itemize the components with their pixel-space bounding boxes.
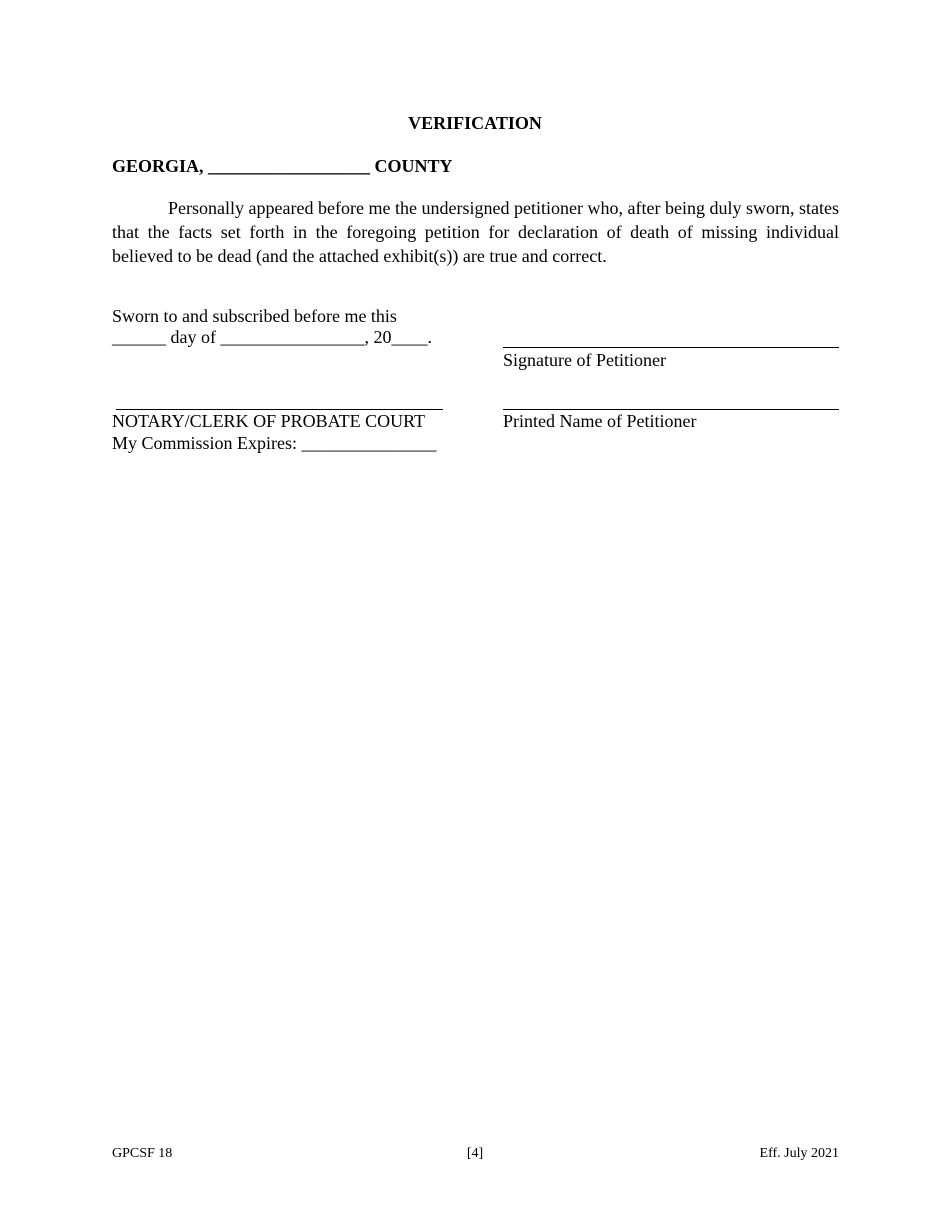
- printed-name-label: Printed Name of Petitioner: [503, 411, 697, 431]
- notary-block: [112, 410, 437, 454]
- verification-paragraph: Personally appeared before me the undersigned petitioner who, after being duly sworn, states that the facts set forth in the foregoing petition for declaration of death of missing individual believed to be dead (and the attached exhibit(s)) are true and correct.: [112, 198, 839, 266]
- sworn-line-1: Sworn to and subscribed before me this: [112, 306, 397, 326]
- county-line: GEORGIA, __________________ COUNTY: [112, 156, 453, 176]
- sworn-line-2: ______ day of ________________, 20____.: [112, 327, 432, 347]
- notary-label: NOTARY/CLERK OF PROBATE COURT: [112, 411, 426, 431]
- sworn-statement: [112, 306, 432, 348]
- signature-label: Signature of Petitioner: [503, 350, 666, 370]
- document-title: VERIFICATION: [408, 113, 542, 133]
- footer-form-id: GPCSF 18: [112, 1146, 173, 1161]
- footer-page-number: [4]: [466, 1146, 484, 1161]
- commission-expires: My Commission Expires: _______________: [112, 433, 437, 453]
- signature-line: [503, 347, 839, 348]
- footer-effective-date: Eff. July 2021: [759, 1146, 839, 1161]
